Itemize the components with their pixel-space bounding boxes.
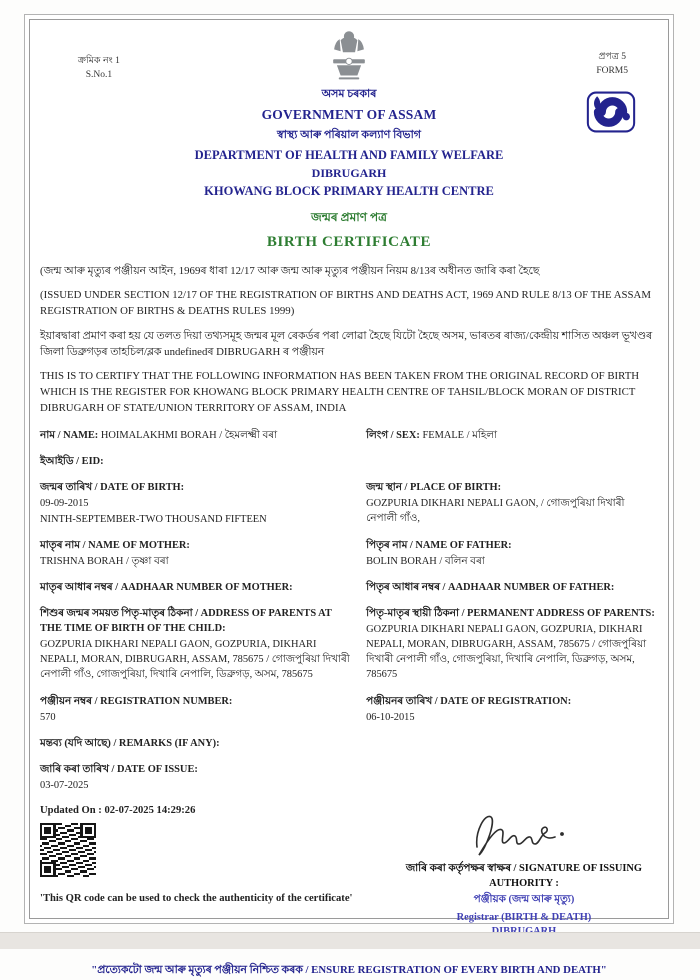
field-father-name <box>366 538 658 569</box>
serial-number <box>78 54 120 83</box>
department-title: DEPARTMENT OF HEALTH AND FAMILY WELFARE <box>194 148 504 162</box>
name-value: HOIMALAKHMI BORAH / হৈমলক্ষ্মী বৰা <box>100 429 278 441</box>
father-name-value: BOLIN BORAH / বলিন বৰা <box>366 555 485 567</box>
health-mission-logo-icon <box>586 90 636 134</box>
name-label: নাম / NAME: <box>40 429 99 441</box>
registrar-title-assamese: পঞ্জীয়ক (জন্ম আৰু মৃত্যু) <box>473 893 575 905</box>
address-at-birth-value: GOZPURIA DIKHARI NEPALI GAON, GOZPURIA, DIKHARI NEPALI, MORAN, DIBRUGARH, ASSAM, 785675 / গোজপুৰিয়া দিখাৰী নেপালী গাঁও, গোজপুৰিয়া, দিখাৰি নেপালি, ডিব্ৰুগড়, অসম, 785675 <box>40 639 350 681</box>
fields-section <box>40 428 658 793</box>
field-remarks <box>40 736 352 751</box>
row-eid <box>40 454 658 469</box>
serial-number-assamese: ক্ৰমিক নং 1 <box>78 56 120 66</box>
qr-block <box>40 805 380 951</box>
row-issue-date <box>40 762 658 793</box>
government-title: GOVERNMENT OF ASSAM <box>261 107 437 122</box>
footer-section <box>40 805 658 951</box>
address-at-birth-label: শিশুৰ জন্মৰ সময়ত পিতৃ-মাতৃৰ ঠিকনা / ADDRESS OF PARENTS AT THE TIME OF BIRTH OF THE CHILD: <box>40 608 332 635</box>
field-address-at-birth <box>40 606 352 682</box>
field-registration-number <box>40 694 352 725</box>
intro-paragraphs <box>40 263 658 417</box>
field-eid <box>40 454 352 469</box>
eid-label: ইআইডি / EID: <box>40 455 104 467</box>
mother-name-label: মাতৃৰ নাম / NAME OF MOTHER: <box>40 539 190 551</box>
act-clause-assamese: (জন্ম আৰু মৃত্যুৰ পঞ্জীয়ন আইন, 1969ৰ ধাৰা 12/17 আৰু জন্ম আৰু মৃত্যুৰ পঞ্জীয়ন নিয়ম 8/13ৰ অধীনত জাৰি কৰা হৈছে <box>40 265 540 277</box>
certificate-page <box>24 14 674 976</box>
permanent-address-value: GOZPURIA DIKHARI NEPALI GAON, GOZPURIA, DIKHARI NEPALI, MORAN, DIBRUGARH, ASSAM, 785675 / গোজপুৰিয়া দিখাৰী নেপালী গাঁও, গোজপুৰিয়া, দিখাৰি নেপালি, ডিব্ৰুগড়, অসম, 785675 <box>366 624 647 681</box>
district-title: DIBRUGARH <box>311 166 387 180</box>
registrar-title: Registrar (BIRTH & DEATH) <box>456 911 592 923</box>
field-place-of-birth <box>366 480 658 527</box>
sex-value: FEMALE / মহিলা <box>422 429 498 441</box>
field-mother-name <box>40 538 352 569</box>
certify-clause-assamese: ইয়াৰদ্বাৰা প্ৰমাণ কৰা হয় যে তলত দিয়া তথ্যসমূহ জন্মৰ মূল ৰেকৰ্ডৰ পৰা লোৱা হৈছে যিটো হৈছে অসম, ভাৰতৰ ৰাজ্য/কেন্দ্ৰীয় শাসিত অঞ্চল ভূখণ্ডৰ জিলা ডিব্ৰুগড়ৰ তাহচিল/ব্লক undefinedৰ DIBRUGARH ৰ পঞ্জীয়ন <box>40 329 653 358</box>
footer-slogan: "প্ৰত্যেকটো জন্ম আৰু মৃত্যুৰ পঞ্জীয়ন নিশ্চিত কৰক / ENSURE REGISTRATION OF EVERY BIRTH AND DEATH" <box>91 963 607 976</box>
serial-number-english: S.No.1 <box>85 70 113 81</box>
act-clause-english: (ISSUED UNDER SECTION 12/17 OF THE REGISTRATION OF BIRTHS AND DEATHS ACT, 1969 AND RULE 8/13 OF THE ASSAM REGISTRATION OF BIRTHS & DEATHS RULES 1999) <box>40 289 651 318</box>
field-father-aadhaar <box>366 580 658 595</box>
dob-in-words: NINTH-SEPTEMBER-TWO THOUSAND FIFTEEN <box>40 513 267 525</box>
field-sex <box>366 428 658 443</box>
certificate-title-assamese: জন্মৰ প্ৰমাণ পত্ৰ <box>311 210 387 224</box>
field-issue-date <box>40 762 352 793</box>
pob-label: জন্ম স্থান / PLACE OF BIRTH: <box>366 481 502 493</box>
sex-label: লিংগ / SEX: <box>366 429 420 441</box>
registration-number-label: পঞ্জীয়ন নম্বৰ / REGISTRATION NUMBER: <box>40 695 233 707</box>
qr-code <box>40 823 96 877</box>
registration-date-value: 06-10-2015 <box>366 711 415 723</box>
dob-value: 09-09-2015 <box>40 497 89 509</box>
father-name-label: পিতৃৰ নাম / NAME OF FATHER: <box>366 539 512 551</box>
row-parents <box>40 538 658 569</box>
dob-label: জন্মৰ তাৰিখ / DATE OF BIRTH: <box>40 481 185 493</box>
field-name <box>40 428 352 443</box>
row-remarks <box>40 736 658 751</box>
updated-on-text: Updated On : 02-07-2025 14:29:26 <box>40 804 196 816</box>
row-registration <box>40 694 658 725</box>
certificate-title: BIRTH CERTIFICATE <box>266 234 432 250</box>
certify-clause-english: THIS IS TO CERTIFY THAT THE FOLLOWING INFORMATION HAS BEEN TAKEN FROM THE ORIGINAL RECORD OF BIRTH WHICH IS THE REGISTER FOR KHOWANG BLOCK PRIMARY HEALTH CENTRE OF TAHSIL/BLOCK MORAN OF DISTRICT DIBRUGARH OF STATE/UNION TERRITORY OF ASSAM, INDIA <box>40 369 640 415</box>
form-number-assamese: প্ৰপত্ৰ 5 <box>598 52 626 62</box>
certificate-header <box>40 28 658 199</box>
government-title-assamese: অসম চৰকাৰ <box>321 88 377 100</box>
signature-authority-label: জাৰি কৰা কৰ্তৃপক্ষৰ স্বাক্ষৰ / SIGNATURE OF ISSUING AUTHORITY : <box>405 862 642 889</box>
issue-date-label: জাৰি কৰা তাৰিখ / DATE OF ISSUE: <box>40 763 198 775</box>
row-aadhaar <box>40 580 658 595</box>
signature-block <box>390 805 658 951</box>
field-date-of-birth <box>40 480 352 527</box>
mother-name-value: TRISHNA BORAH / তৃষ্ণা বৰা <box>40 555 169 567</box>
mother-aadhaar-label: মাতৃৰ আধাৰ নম্বৰ / AADHAAR NUMBER OF MOTHER: <box>40 582 293 594</box>
row-birth <box>40 480 658 527</box>
row-name-sex <box>40 428 658 443</box>
ashoka-emblem-icon <box>328 28 370 82</box>
registration-date-label: পঞ্জীয়নৰ তাৰিখ / DATE OF REGISTRATION: <box>366 695 572 707</box>
issue-date-value: 03-07-2025 <box>40 779 89 791</box>
health-centre-title: KHOWANG BLOCK PRIMARY HEALTH CENTRE <box>204 184 494 198</box>
field-registration-date <box>366 694 658 725</box>
row-addresses <box>40 606 658 682</box>
department-title-assamese: স্বাস্থ্য আৰু পৰিয়াল কল্যাণ বিভাগ <box>277 129 421 141</box>
pob-value: GOZPURIA DIKHARI NEPALI GAON, / গোজপুৰিয়া দিখাৰী নেপালী গাঁও, <box>366 497 625 524</box>
field-mother-aadhaar <box>40 580 352 595</box>
father-aadhaar-label: পিতৃৰ আধাৰ নম্বৰ / AADHAAR NUMBER OF FATHER: <box>366 582 615 594</box>
certificate-border <box>29 19 669 976</box>
field-permanent-address <box>366 606 658 682</box>
background-strip <box>0 932 700 949</box>
qr-caption: 'This QR code can be used to check the authenticity of the certificate' <box>40 892 353 904</box>
form-number-english: FORM5 <box>596 66 628 77</box>
remarks-label: মন্তব্য (যদি আছে) / REMARKS (IF ANY): <box>40 737 220 749</box>
permanent-address-label: পিতৃ-মাতৃৰ স্থায়ী ঠিকনা / PERMANENT ADDRESS OF PARENTS: <box>366 608 655 620</box>
form-number <box>596 50 628 79</box>
signature-image <box>465 805 583 857</box>
registration-number-value: 570 <box>40 711 56 723</box>
